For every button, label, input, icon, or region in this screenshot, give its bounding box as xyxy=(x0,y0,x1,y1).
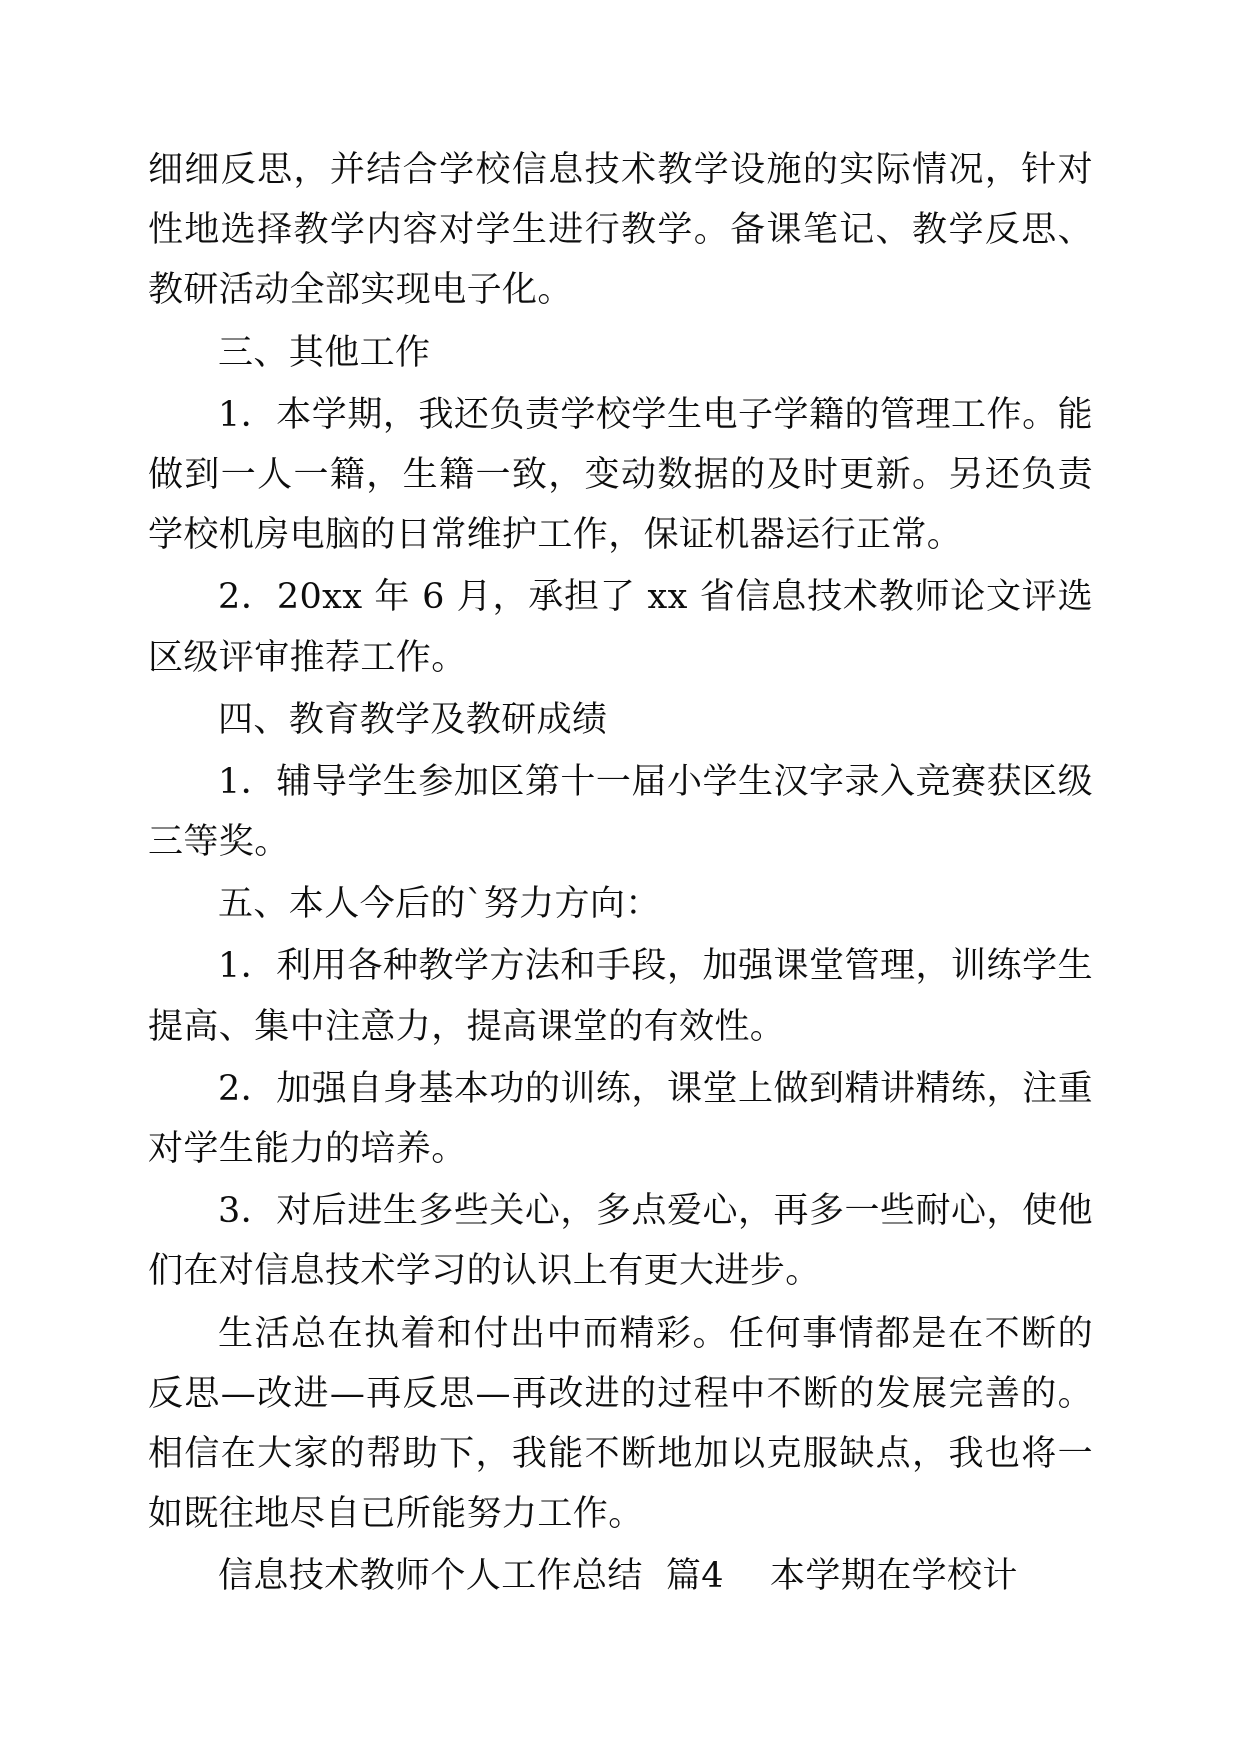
paragraph-direction-3: 3．对后进生多些关心，多点爱心，再多一些耐心，使他们在对信息技术学习的认识上有更大进步。 xyxy=(148,1191,1093,1292)
paragraph-next-section-title: 信息技术教师个人工作总结 篇4 本学期在学校计 xyxy=(218,1556,1018,1597)
paragraph-continuation: 细细反思，并结合学校信息技术教学设施的实际情况，针对性地选择教学内容对学生进行教学。备课笔记、教学反思、教研活动全部实现电子化。 xyxy=(148,150,1093,311)
paragraph-other-work-2: 2．20xx 年 6 月，承担了 xx 省信息技术教师论文评选区级评审推荐工作。 xyxy=(148,577,1093,678)
paragraph-other-work-1: 1．本学期，我还负责学校学生电子学籍的管理工作。能做到一人一籍，生籍一致，变动数据的及时更新。另还负责学校机房电脑的日常维护工作，保证机器运行正常。 xyxy=(148,394,1093,556)
paragraph-closing: 生活总在执着和付出中而精彩。任何事情都是在不断的反思—改进—再反思—再改进的过程中不断的发展完善的。相信在大家的帮助下，我能不断地加以克服缺点，我也将一如既往地尽自已所能努力工作。 xyxy=(148,1313,1093,1535)
section-heading-four: 四、教育教学及教研成绩 xyxy=(218,699,608,740)
paragraph-direction-1: 1．利用各种教学方法和手段，加强课堂管理，训练学生提高、集中注意力，提高课堂的有效性。 xyxy=(148,946,1093,1047)
section-heading-three: 三、其他工作 xyxy=(218,332,431,373)
section-heading-five: 五、本人今后的`努力方向： xyxy=(218,884,661,925)
paragraph-direction-2: 2．加强自身基本功的训练，课堂上做到精讲精练，注重对学生能力的培养。 xyxy=(148,1068,1093,1169)
paragraph-achievement-1: 1．辅导学生参加区第十一届小学生汉字录入竞赛获区级三等奖。 xyxy=(148,761,1093,863)
document-body xyxy=(148,140,1093,1607)
